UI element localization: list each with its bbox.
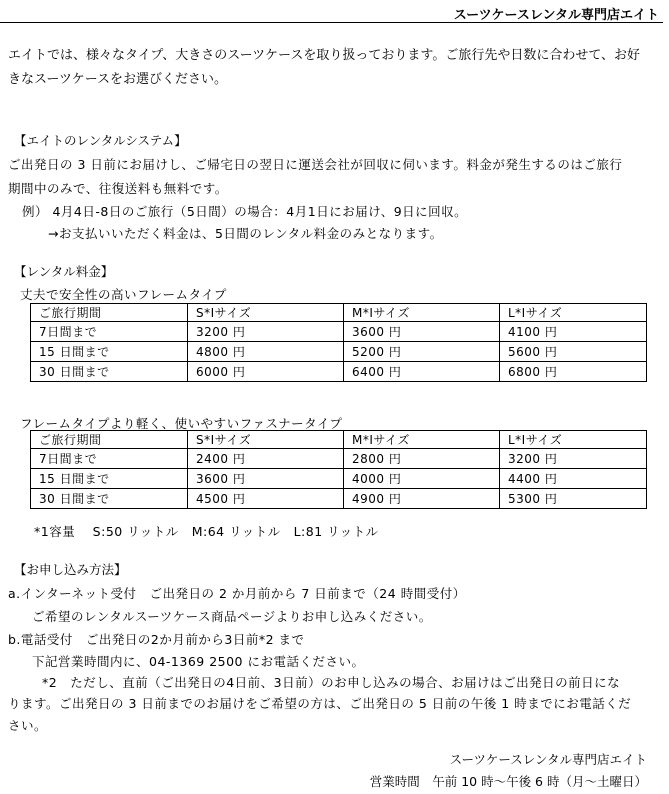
table-cell: 4000 円	[344, 469, 500, 489]
table-row	[31, 469, 647, 489]
column-header-s: S*Iサイズ	[188, 431, 344, 449]
table-cell: 3600 円	[188, 469, 344, 489]
table-cell: 4900 円	[344, 489, 500, 509]
table-row	[31, 449, 647, 469]
apply-internet: a.インターネット受付 ご出発日の 2 か月前から 7 日前まで（24 時間受付）	[8, 586, 466, 601]
table-cell: 6400 円	[344, 362, 500, 382]
column-header-s: S*Iサイズ	[188, 304, 344, 322]
table-cell: 7日間まで	[31, 449, 188, 469]
table-header-row	[31, 304, 647, 322]
column-header-period: ご旅行期間	[31, 304, 188, 322]
column-header-l: L*Iサイズ	[500, 431, 647, 449]
table-row	[31, 322, 647, 342]
system-example: 例） 4月4日-8日のご旅行（5日間）の場合：4月1日にお届け、9日に回収。	[22, 204, 468, 219]
frame-price-table	[30, 303, 647, 382]
apply-phone: b.電話受付 ご出発日の2か月前から3日前*2 まで	[8, 632, 305, 647]
table-cell: 3600 円	[344, 322, 500, 342]
footer-business-hours: 営業時間 午前 10 時～午後 6 時（月～土曜日）	[369, 774, 647, 789]
capacity-note: *1容量 S:50 リットル M:64 リットル L:81 リットル	[34, 524, 379, 539]
intro-text: エイトでは、様々なタイプ、大きさのスーツケースを取り扱っております。ご旅行先や日数に合わせて、お好きなスーツケースをお選びください。	[8, 48, 641, 87]
system-line-2: 期間中のみで、往復送料も無料です。	[8, 181, 228, 196]
table-cell: 3200 円	[500, 449, 647, 469]
table-cell: 3200 円	[188, 322, 344, 342]
table-cell: 5200 円	[344, 342, 500, 362]
table-row	[31, 342, 647, 362]
apply-phone-detail: 下記営業時間内に、04-1369 2500 にお電話ください。	[32, 654, 365, 669]
table-row	[31, 489, 647, 509]
footer-shop-name: スーツケースレンタル専門店エイト	[449, 752, 647, 767]
apply-note-line-1: *2 ただし、直前（ご出発日の4日前、3日前）のお申し込みの場合、お届けはご出発日の前日にな	[42, 675, 621, 690]
apply-internet-detail: ご希望のレンタルスーツケース商品ページよりお申し込みください。	[32, 609, 432, 624]
column-header-m: M*Iサイズ	[344, 431, 500, 449]
table-cell: 15 日間まで	[31, 342, 188, 362]
table-header-row	[31, 431, 647, 449]
table-cell: 4800 円	[188, 342, 344, 362]
system-heading: 【エイトのレンタルシステム】	[14, 133, 187, 148]
table-cell: 2800 円	[344, 449, 500, 469]
header-title: スーツケースレンタル専門店エイト	[453, 8, 659, 23]
system-line-1: ご出発日の 3 日前にお届けし、ご帰宅日の翌日に運送会社が回収に伺います。料金が発生するのはご旅行	[8, 157, 623, 172]
apply-note-line-2: ります。ご出発日の 3 日前までのお届けをご希望の方は、ご出発日の 5 日前の午後 1 時までにお電話くだ	[8, 696, 632, 711]
table-cell: 2400 円	[188, 449, 344, 469]
column-header-period: ご旅行期間	[31, 431, 188, 449]
table-cell: 15 日間まで	[31, 469, 188, 489]
table-cell: 5600 円	[500, 342, 647, 362]
system-note: →お支払いいただく料金は、5日間のレンタル料金のみとなります。	[48, 226, 443, 241]
table-cell: 30 日間まで	[31, 362, 188, 382]
fastener-subtitle: フレームタイプより軽く、使いやすいファスナータイプ	[20, 416, 343, 431]
pricing-heading: 【レンタル料金】	[14, 264, 114, 279]
table-cell: 5300 円	[500, 489, 647, 509]
table-cell: 6800 円	[500, 362, 647, 382]
table-cell: 4400 円	[500, 469, 647, 489]
apply-note-line-3: さい。	[8, 718, 48, 733]
table-cell: 30 日間まで	[31, 489, 188, 509]
table-row	[31, 362, 647, 382]
table-cell: 4500 円	[188, 489, 344, 509]
apply-heading: 【お申し込み方法】	[14, 562, 127, 577]
frame-subtitle: 丈夫で安全性の高いフレームタイプ	[20, 287, 227, 302]
table-cell: 6000 円	[188, 362, 344, 382]
fastener-price-table	[30, 430, 647, 509]
table-cell: 7日間まで	[31, 322, 188, 342]
column-header-l: L*Iサイズ	[500, 304, 647, 322]
table-cell: 4100 円	[500, 322, 647, 342]
column-header-m: M*Iサイズ	[344, 304, 500, 322]
